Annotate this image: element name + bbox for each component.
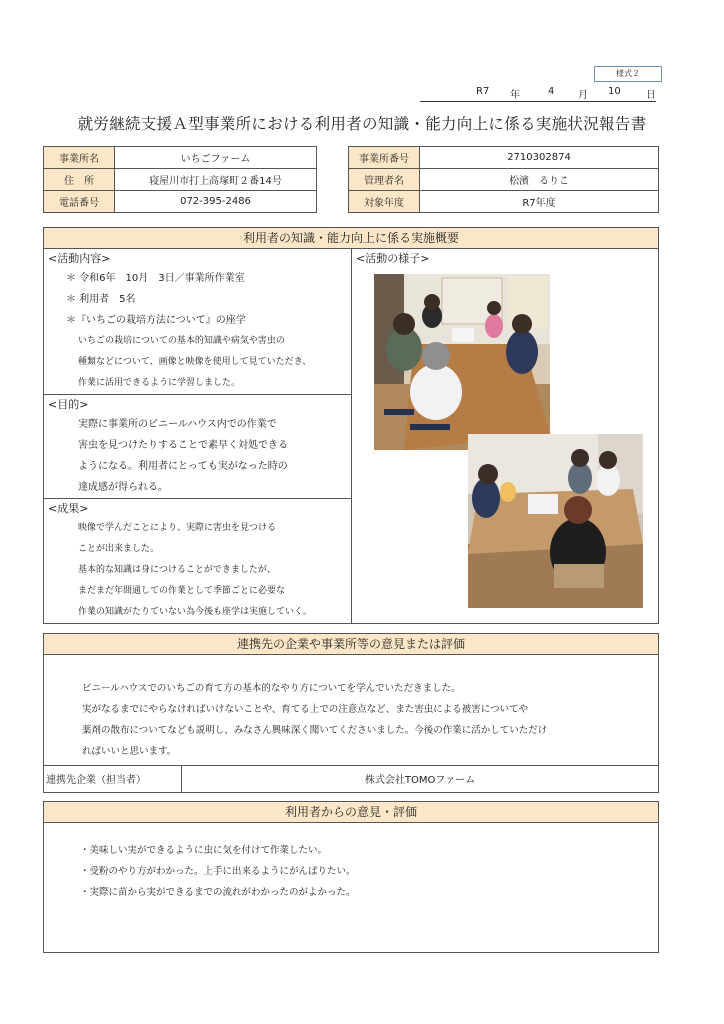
partner-company-label: 連携先企業（担当者） [46, 775, 146, 786]
activity-photo-2 [468, 434, 643, 608]
report-date [420, 84, 656, 102]
phone: 072-395-2486 [115, 191, 317, 213]
date-day: 10 [608, 86, 621, 97]
activity-photo-1 [374, 274, 550, 450]
result-text [78, 518, 312, 623]
partner-section [43, 633, 659, 793]
date-day-unit: 日 [646, 90, 656, 101]
activity-photo-1-image [374, 274, 550, 450]
office-name: いちごファーム [115, 147, 317, 169]
activity-label: <活動内容> [48, 252, 111, 265]
result-line: 作業の知識がたりていない為今後も座学は実施していく。 [78, 607, 312, 617]
date-month-unit: 月 [578, 90, 588, 101]
activity-detail [78, 331, 311, 394]
result-divider [44, 498, 351, 499]
result-line: ことが出来ました。 [78, 544, 160, 554]
activity-detail-line: 作業に活用できるように学習しました。 [78, 378, 241, 388]
office-meta-table [348, 146, 659, 213]
manager-label: 管理者名 [349, 169, 420, 191]
partner-line: 実がなるまでにやらなければいけないことや、育てる上での注意点など、また害虫による被害についてや [82, 704, 529, 715]
purpose-divider [44, 394, 351, 395]
activity-photo-2-image [468, 434, 643, 608]
partner-company-name: 株式会社TOMOファーム [364, 775, 476, 786]
result-line: 映像で学んだことにより、実際に害虫を見つける [78, 523, 277, 533]
result-line: まだまだ年間通しての作業として季節ごとに必要な [78, 586, 286, 596]
purpose-line: 達成感が得られる。 [78, 482, 168, 493]
overview-header: 利用者の知識・能力向上に係る実施概要 [44, 228, 658, 249]
office-name-label: 事業所名 [44, 147, 115, 169]
activity-line: ＊『いちごの栽培方法について』の座学 [66, 315, 246, 326]
partner-line: ればいいと思います。 [82, 746, 177, 757]
address: 寝屋川市打上高塚町２番14号 [115, 169, 317, 191]
partner-line: ビニールハウスでのいちごの育て方の基本的なやり方についてを学んでいただきました。 [82, 683, 461, 694]
date-era-year: R7 [476, 86, 490, 97]
users-line: ・受粉のやり方がわかった。上手に出来るようにがんばりたい。 [80, 866, 356, 877]
activity-line: ＊ 利用者 5名 [66, 294, 136, 305]
purpose-text [78, 414, 288, 498]
overview-divider [351, 248, 352, 624]
result-line: 基本的な知識は身につけることができましたが、 [78, 565, 276, 575]
form-number: 様式２ [616, 69, 640, 78]
partner-company-divider [44, 765, 658, 766]
address-label: 住 所 [44, 169, 115, 191]
users-line: ・実際に苗から実ができるまでの流れがわかったのがよかった。 [80, 887, 356, 898]
activity-line: ＊ 令和6年 10月 3日／事業所作業室 [66, 273, 245, 284]
office-info-table [43, 146, 317, 213]
office-number-label: 事業所番号 [349, 147, 420, 169]
purpose-line: ようになる。利用者にとっても実がなった時の [78, 461, 288, 472]
result-label: <成果> [48, 502, 89, 515]
target-year: R7年度 [420, 191, 659, 213]
purpose-label: <目的> [48, 398, 89, 411]
purpose-line: 害虫を見つけたりすることで素早く対処できる [78, 440, 288, 451]
users-header: 利用者からの意見・評価 [44, 802, 658, 823]
users-section [43, 801, 659, 953]
date-year-unit: 年 [510, 90, 520, 101]
partner-line: 薬剤の散布についてなども説明し、みなさん興味深く聞いてくださいました。今後の作業に活かしていただけ [82, 725, 548, 736]
target-year-label: 対象年度 [349, 191, 420, 213]
activity-detail-line: 種類などについて、画像と映像を使用して見ていただき、 [78, 357, 312, 367]
photo-label: <活動の様子> [356, 252, 430, 265]
purpose-line: 実際に事業所のビニールハウス内での作業で [78, 419, 277, 430]
page-title: 就労継続支援Ａ型事業所における利用者の知識・能力向上に係る実施状況報告書 [77, 115, 647, 133]
manager-name: 松濱 るりこ [420, 169, 659, 191]
office-number: 2710302874 [420, 147, 659, 169]
partner-header: 連携先の企業や事業所等の意見または評価 [44, 634, 658, 655]
activity-detail-line: いちごの栽培についての基本的知識や病気や害虫の [78, 336, 285, 346]
form-number-box [594, 66, 662, 82]
overview-section [43, 227, 659, 624]
partner-comment [82, 678, 547, 762]
date-month: 4 [548, 86, 555, 97]
phone-label: 電話番号 [44, 191, 115, 213]
users-comment [80, 840, 356, 903]
users-line: ・美味しい実ができるように虫に気を付けて作業したい。 [80, 845, 328, 856]
activity-list [66, 268, 246, 331]
